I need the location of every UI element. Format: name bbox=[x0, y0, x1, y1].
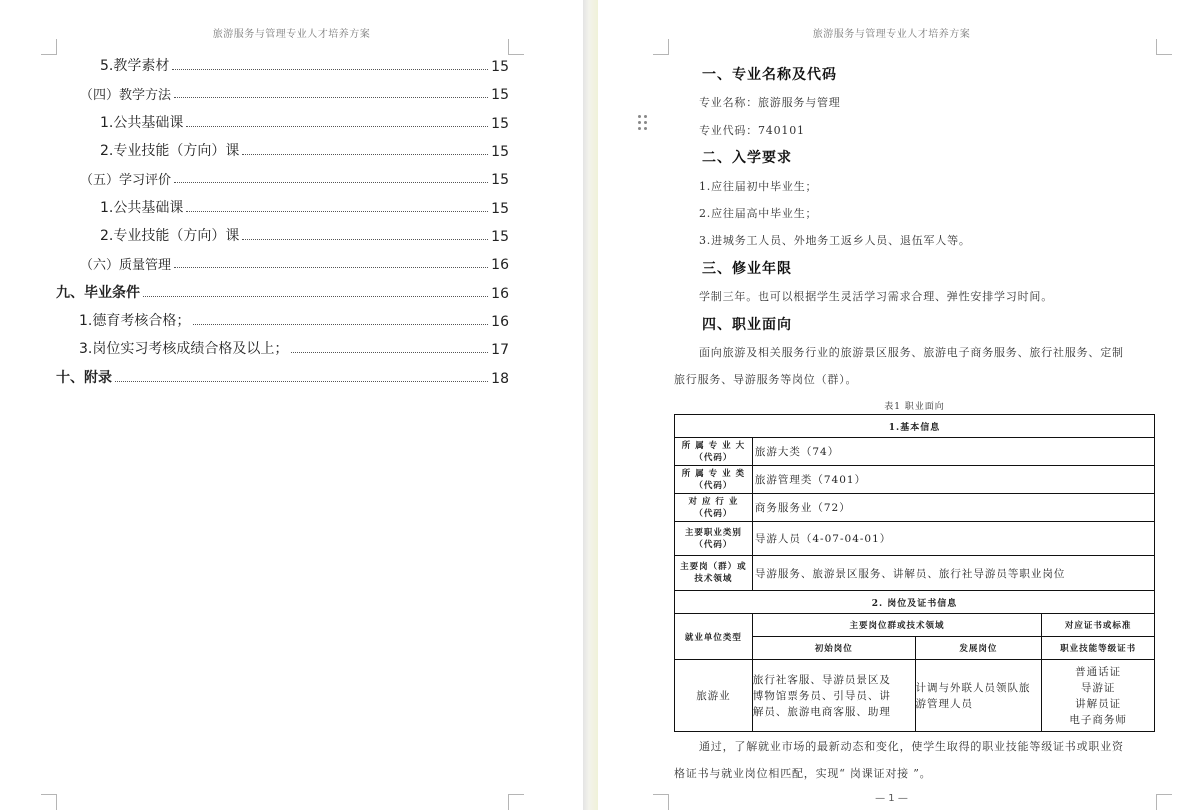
toc-entry-label: 九、毕业条件 bbox=[56, 285, 140, 301]
toc-page-number: 16 bbox=[491, 257, 509, 273]
toc-entry-label: 十、附录 bbox=[56, 370, 112, 386]
toc-page-number: 16 bbox=[491, 314, 509, 330]
crop-mark-top-right bbox=[1156, 39, 1172, 55]
section-heading-3: 三、修业年限 bbox=[702, 260, 792, 276]
running-header-left: 旅游服务与管理专业人才培养方案 bbox=[212, 29, 371, 40]
drag-handle-icon[interactable] bbox=[638, 115, 648, 131]
toc-entry[interactable] bbox=[56, 282, 509, 302]
crop-mark-top-left bbox=[653, 39, 669, 55]
section-heading-1: 一、专业名称及代码 bbox=[702, 66, 837, 82]
toc-leader-dots bbox=[242, 154, 488, 155]
toc-entry-label: 2.专业技能（方向）课 bbox=[100, 228, 240, 244]
toc-entry-label: 1.公共基础课 bbox=[100, 200, 184, 216]
closing-paragraph-line: 格证书与就业岗位相匹配，实现“ 岗课证对接 ”。 bbox=[674, 767, 932, 780]
toc-entry[interactable] bbox=[80, 83, 509, 103]
main-posts-header: 主要岗位群或技术领域 bbox=[752, 614, 1041, 637]
toc-page-number: 15 bbox=[491, 59, 509, 75]
table-value-cell: 导游人员（4-07-04-01） bbox=[752, 522, 1154, 556]
table-key-cell: 对 应 行 业 （代码） bbox=[675, 494, 753, 522]
table-key-cell: 主要岗（群）或 技术领域 bbox=[675, 556, 753, 591]
page-number: — 1 — bbox=[875, 793, 908, 804]
page-gutter bbox=[583, 0, 598, 810]
initial-post-cell: 旅行社客服、导游员景区及 博物馆票务员、引导员、讲 解员、旅游电商客服、助理 bbox=[752, 660, 915, 732]
crop-mark-top-left bbox=[41, 39, 57, 55]
toc-entry-label: （六）质量管理 bbox=[80, 258, 172, 273]
initial-post-header: 初始岗位 bbox=[752, 637, 915, 660]
section-heading-2: 二、入学要求 bbox=[702, 149, 792, 165]
table-row bbox=[675, 556, 1155, 591]
toc-entry[interactable] bbox=[56, 367, 509, 387]
table-row bbox=[675, 660, 1155, 732]
toc-entry[interactable] bbox=[100, 140, 509, 160]
toc-page-number: 15 bbox=[491, 201, 509, 217]
table-row bbox=[675, 522, 1155, 556]
admission-item: 2.应往届高中毕业生； bbox=[699, 207, 818, 220]
toc-leader-dots bbox=[291, 352, 488, 353]
toc-leader-dots bbox=[115, 381, 488, 382]
crop-mark-bottom-right bbox=[508, 794, 524, 810]
toc-leader-dots bbox=[174, 97, 488, 98]
table-value-cell: 旅游大类（74） bbox=[752, 438, 1154, 466]
toc-entry[interactable] bbox=[100, 55, 509, 75]
table-key-cell: 所 属 专 业 类 （代码） bbox=[675, 466, 753, 494]
cert-standard-header: 对应证书或标准 bbox=[1042, 614, 1155, 637]
major-name: 专业名称：旅游服务与管理 bbox=[699, 96, 841, 109]
toc-entry[interactable] bbox=[79, 310, 509, 330]
major-code: 专业代码：740101 bbox=[699, 124, 805, 137]
toc-page-number: 15 bbox=[491, 172, 509, 188]
toc-entry-label: （五）学习评价 bbox=[80, 173, 172, 188]
toc-entry-label: 5.教学素材 bbox=[100, 58, 170, 74]
skill-cert-header: 职业技能等级证书 bbox=[1042, 637, 1155, 660]
toc-leader-dots bbox=[174, 267, 488, 268]
toc-page-number: 15 bbox=[491, 87, 509, 103]
toc-leader-dots bbox=[143, 296, 488, 297]
toc-page-number: 15 bbox=[491, 229, 509, 245]
table-section-header: 1.基本信息 bbox=[675, 415, 1155, 438]
study-duration-text: 学制三年。也可以根据学生灵活学习需求合理、弹性安排学习时间。 bbox=[699, 290, 1053, 303]
toc-leader-dots bbox=[193, 324, 488, 325]
toc-leader-dots bbox=[172, 69, 488, 70]
table-value-cell: 旅游管理类（7401） bbox=[752, 466, 1154, 494]
table-value-cell: 导游服务、旅游景区服务、讲解员、旅行社导游员等职业岗位 bbox=[752, 556, 1154, 591]
toc-entry[interactable] bbox=[80, 253, 509, 273]
section-heading-4: 四、职业面向 bbox=[702, 316, 792, 332]
toc-entry[interactable] bbox=[100, 225, 509, 245]
development-post-header: 发展岗位 bbox=[915, 637, 1042, 660]
toc-entry[interactable] bbox=[79, 338, 509, 358]
closing-paragraph-line: 通过，了解就业市场的最新动态和变化，使学生取得的职业技能等级证书或职业资 bbox=[699, 740, 1124, 753]
employer-type-header: 就业单位类型 bbox=[675, 614, 753, 660]
table-section-header: 2. 岗位及证书信息 bbox=[675, 591, 1155, 614]
toc-entry-label: 2.专业技能（方向）课 bbox=[100, 143, 240, 159]
occupation-paragraph-line: 旅行服务、导游服务等岗位（群）。 bbox=[674, 373, 858, 386]
toc-leader-dots bbox=[186, 211, 488, 212]
table-key-cell: 主要职业类别 （代码） bbox=[675, 522, 753, 556]
toc-entry[interactable] bbox=[100, 197, 509, 217]
employer-type-cell: 旅游业 bbox=[675, 660, 753, 732]
admission-item: 1.应往届初中毕业生； bbox=[699, 180, 818, 193]
toc-page-number: 17 bbox=[491, 342, 509, 358]
skill-cert-cell: 普通话证 导游证 讲解员证 电子商务师 bbox=[1042, 660, 1155, 732]
toc-leader-dots bbox=[174, 182, 488, 183]
toc-entry-label: （四）教学方法 bbox=[80, 88, 172, 103]
toc-leader-dots bbox=[242, 239, 488, 240]
admission-item: 3.进城务工人员、外地务工返乡人员、退伍军人等。 bbox=[699, 234, 971, 247]
left-page bbox=[0, 0, 583, 810]
toc-entry-label: 1.公共基础课 bbox=[100, 115, 184, 131]
table-key-cell: 所 属 专 业 大 （代码） bbox=[675, 438, 753, 466]
occupation-table bbox=[674, 414, 1155, 732]
toc-page-number: 15 bbox=[491, 116, 509, 132]
table-row bbox=[675, 438, 1155, 466]
table-row bbox=[675, 494, 1155, 522]
table-value-cell: 商务服务业（72） bbox=[752, 494, 1154, 522]
toc-entry[interactable] bbox=[80, 168, 509, 188]
toc-page-number: 15 bbox=[491, 144, 509, 160]
occupation-paragraph-line: 面向旅游及相关服务行业的旅游景区服务、旅游电子商务服务、旅行社服务、定制 bbox=[699, 346, 1124, 359]
toc-entry-label: 1.德育考核合格； bbox=[79, 313, 191, 329]
crop-mark-bottom-left bbox=[41, 794, 57, 810]
running-header-right: 旅游服务与管理专业人才培养方案 bbox=[812, 29, 971, 40]
toc-entry-label: 3.岗位实习考核成绩合格及以上； bbox=[79, 341, 289, 357]
crop-mark-top-right bbox=[508, 39, 524, 55]
toc-page-number: 18 bbox=[491, 371, 509, 387]
right-page bbox=[598, 0, 1185, 810]
toc-entry[interactable] bbox=[100, 112, 509, 132]
table-caption: 表1 职业面向 bbox=[884, 402, 945, 412]
development-post-cell: 计调与外联人员领队旅 游管理人员 bbox=[915, 660, 1042, 732]
table-row bbox=[675, 466, 1155, 494]
toc-leader-dots bbox=[186, 126, 488, 127]
toc-page-number: 16 bbox=[491, 286, 509, 302]
